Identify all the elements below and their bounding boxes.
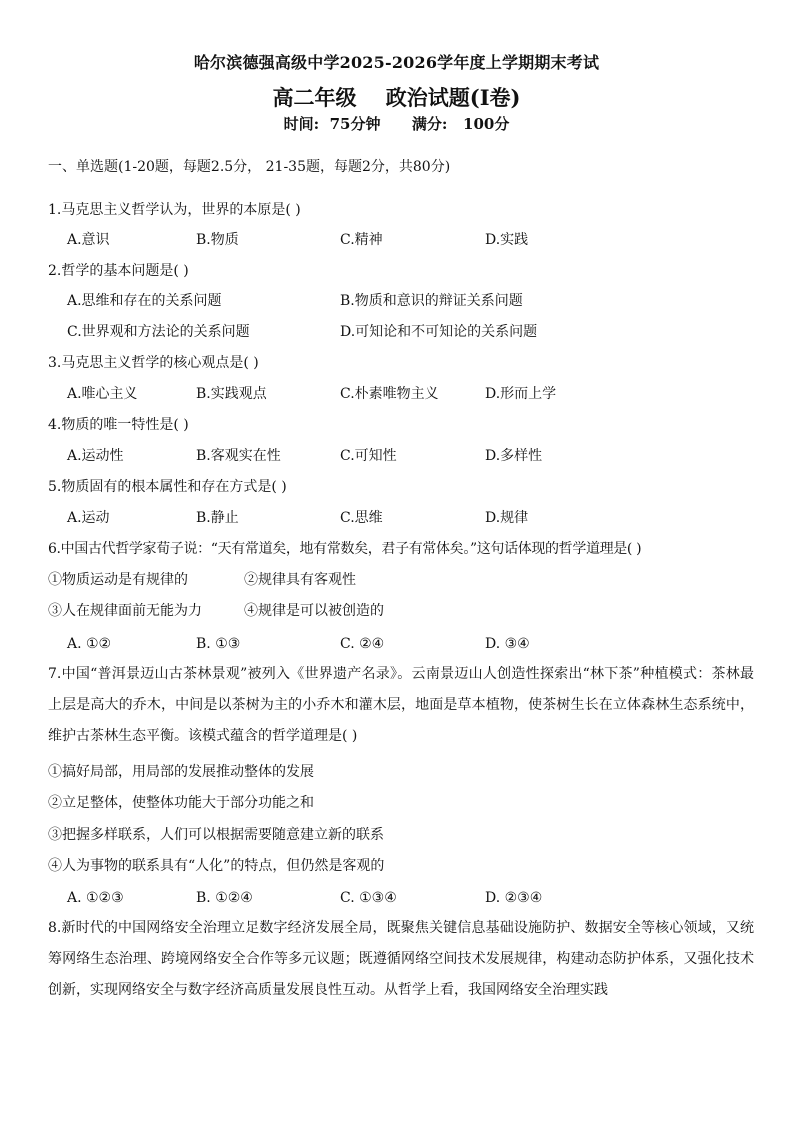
- exam-meta: 时间: 75分钟 满分: 100分: [283, 115, 510, 133]
- question-6-statement-2: ②规律具有客观性: [244, 572, 356, 588]
- question-7-statement-3: ③把握多样联系，人们可以根据需要随意建立新的联系: [48, 827, 384, 843]
- question-2-option-a: A.思维和存在的关系问题: [67, 293, 222, 309]
- question-3-option-a: A.唯心主义: [67, 386, 138, 402]
- question-7-option-b: B. ①②④: [196, 890, 253, 906]
- question-7-option-d: D. ②③④: [485, 890, 543, 906]
- question-4-option-a: A.运动性: [67, 448, 124, 464]
- question-4-option-d: D.多样性: [485, 448, 543, 464]
- question-5-option-a: A.运动: [67, 510, 110, 526]
- question-7-option-c: C. ①③④: [340, 890, 397, 906]
- question-5-option-d: D.规律: [485, 510, 529, 526]
- question-1-stem: 1.马克思主义哲学认为，世界的本原是( ): [48, 202, 301, 218]
- question-3-option-b: B.实践观点: [196, 386, 267, 402]
- section-title: 一、单选题(1-20题，每题2.5分， 21-35题，每题2分，共80分): [48, 159, 451, 175]
- question-6-statement-4: ④规律是可以被创造的: [244, 603, 384, 619]
- question-2-stem: 2.哲学的基本问题是( ): [48, 263, 189, 279]
- question-4-option-c: C.可知性: [340, 448, 397, 464]
- question-5-stem: 5.物质固有的根本属性和存在方式是( ): [48, 479, 287, 495]
- question-6-option-d: D. ③④: [485, 636, 530, 652]
- question-2-option-d: D.可知论和不可知论的关系问题: [340, 324, 538, 340]
- question-7-stem: 7.中国“普洱景迈山古茶林景观”被列入《世界遗产名录》。云南景迈山人创造性探索出“林下茶”种植模式：茶林最上层是高大的乔木，中间是以茶树为主的小乔木和灌木层，地面是草本植物，使茶树生长在立体森林生态系统中，维护古茶林生态平衡。该模式蕴含的哲学道理是( ): [48, 666, 754, 744]
- question-5-option-c: C.思维: [340, 510, 383, 526]
- question-4-stem: 4.物质的唯一特性是( ): [48, 417, 189, 433]
- question-7-statement-2: ②立足整体，使整体功能大于部分功能之和: [48, 795, 314, 811]
- question-6-option-a: A. ①②: [67, 636, 112, 652]
- question-5-option-b: B.静止: [196, 510, 239, 526]
- question-8-stem: 8.新时代的中国网络安全治理立足数字经济发展全局，既聚焦关键信息基础设施防护、数据安全等核心领域，又统筹网络生态治理、跨境网络安全合作等多元议题；既遵循网络空间技术发展规律，构建动态防护体系，又强化技术创新，实现网络安全与数字经济高质量发展良性互动。从哲学上看，我国网络安全治理实践: [48, 920, 754, 998]
- exam-title: 高二年级 政治试题(Ⅰ卷): [272, 85, 521, 110]
- question-3-option-d: D.形而上学: [485, 386, 557, 402]
- question-3-option-c: C.朴素唯物主义: [340, 386, 439, 402]
- question-7-statement-4: ④人为事物的联系具有“人化”的特点，但仍然是客观的: [48, 858, 385, 874]
- question-6-option-c: C. ②④: [340, 636, 385, 652]
- question-7-option-a: A. ①②③: [67, 890, 124, 906]
- question-6-statement-1: ①物质运动是有规律的: [48, 572, 188, 588]
- school-title: 哈尔滨德强高级中学2025-2026学年度上学期期末考试: [193, 53, 600, 72]
- question-6-statement-3: ③人在规律面前无能为力: [48, 603, 202, 619]
- question-1-option-d: D.实践: [485, 232, 529, 248]
- question-7-statement-1: ①搞好局部，用局部的发展推动整体的发展: [48, 764, 314, 780]
- question-4-option-b: B.客观实在性: [196, 448, 281, 464]
- question-1-option-a: A.意识: [67, 232, 110, 248]
- question-1-option-c: C.精神: [340, 232, 383, 248]
- question-1-option-b: B.物质: [196, 232, 239, 248]
- question-2-option-c: C.世界观和方法论的关系问题: [67, 324, 250, 340]
- question-3-stem: 3.马克思主义哲学的核心观点是( ): [48, 355, 259, 371]
- question-2-option-b: B.物质和意识的辩证关系问题: [340, 293, 523, 309]
- question-6-option-b: B. ①③: [196, 636, 241, 652]
- question-6-stem: 6.中国古代哲学家荀子说：“天有常道矣，地有常数矣，君子有常体矣。”这句话体现的哲学道理是( ): [48, 541, 642, 557]
